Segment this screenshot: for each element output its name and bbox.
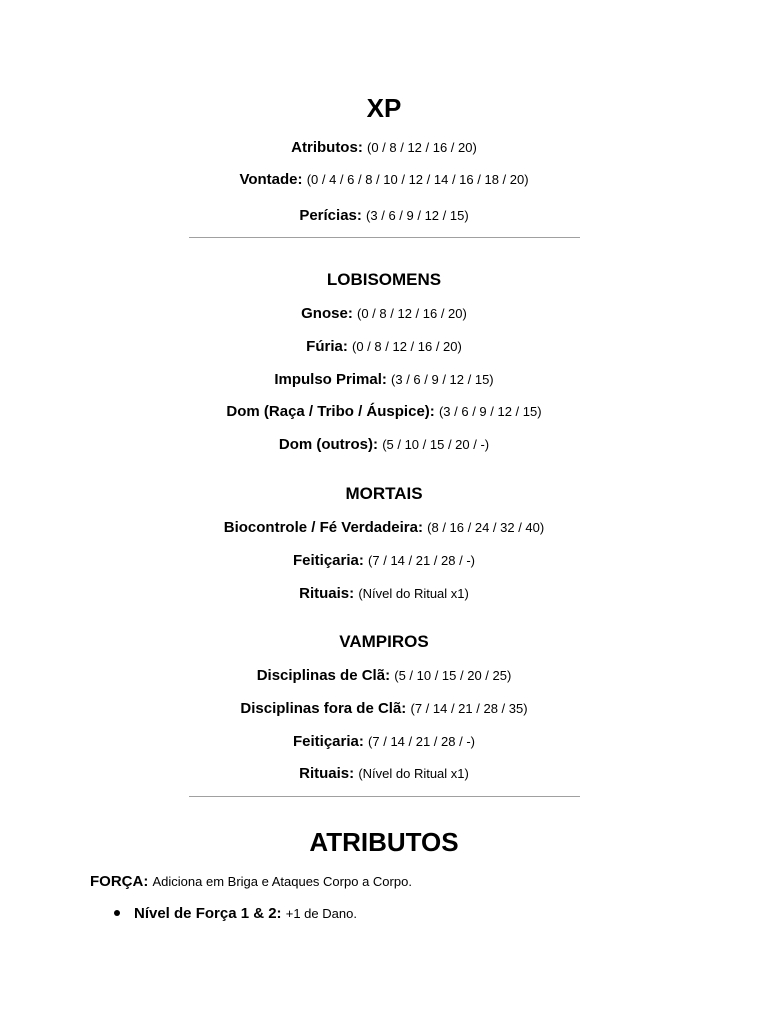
mortais-row-biocontrole — [0, 519, 768, 536]
row-label: Disciplinas de Clã: — [256, 667, 391, 684]
forca-label: FORÇA: — [90, 873, 149, 890]
row-label: Gnose: — [301, 305, 353, 322]
divider — [189, 237, 580, 238]
row-label: Rituais: — [299, 765, 355, 782]
row-value: (7 / 14 / 21 / 28 / -) — [368, 553, 475, 568]
row-value: (8 / 16 / 24 / 32 / 40) — [427, 520, 545, 535]
row-label: Vontade: — [239, 171, 303, 188]
vampiros-row-feiticaria — [0, 733, 768, 750]
row-label: Feitiçaria: — [293, 552, 364, 569]
mortais-row-rituais — [0, 585, 768, 602]
xp-row-atributos — [0, 139, 768, 156]
row-value: (7 / 14 / 21 / 28 / -) — [368, 734, 475, 749]
xp-row-vontade — [0, 171, 768, 188]
row-value: (Nível do Ritual x1) — [358, 766, 469, 781]
xp-row-pericias — [0, 207, 768, 224]
row-value: (5 / 10 / 15 / 20 / 25) — [394, 668, 512, 683]
lobisomens-row-impulso-primal — [0, 371, 768, 388]
row-value: (5 / 10 / 15 / 20 / -) — [382, 437, 490, 452]
row-value: (3 / 6 / 9 / 12 / 15) — [391, 372, 494, 387]
row-label: Biocontrole / Fé Verdadeira: — [223, 519, 423, 536]
row-label: Rituais: — [299, 585, 355, 602]
lobisomens-row-dom-outros — [0, 436, 768, 453]
lobisomens-heading: LOBISOMENS — [326, 270, 442, 289]
forca-paragraph — [90, 873, 412, 890]
row-value: (7 / 14 / 21 / 28 / 35) — [410, 701, 528, 716]
row-label: Fúria: — [306, 338, 348, 355]
row-value: (3 / 6 / 9 / 12 / 15) — [366, 208, 469, 223]
list-item-value: +1 de Dano. — [285, 906, 357, 921]
row-label: Dom (Raça / Tribo / Áuspice): — [226, 403, 435, 420]
row-value: (0 / 8 / 12 / 16 / 20) — [352, 339, 462, 354]
lobisomens-row-gnose — [0, 305, 768, 322]
atributos-heading: ATRIBUTOS — [309, 827, 459, 857]
row-label: Impulso Primal: — [274, 371, 387, 388]
xp-heading: XP — [366, 93, 402, 123]
vampiros-row-rituais — [0, 765, 768, 782]
list-item — [114, 905, 357, 922]
lobisomens-row-dom-raca — [0, 403, 768, 420]
row-label: Feitiçaria: — [293, 733, 364, 750]
row-value: (0 / 8 / 12 / 16 / 20) — [366, 140, 477, 155]
mortais-row-feiticaria — [0, 552, 768, 569]
mortais-heading: MORTAIS — [345, 484, 423, 503]
row-label: Dom (outros): — [278, 436, 379, 453]
vampiros-row-disciplinas-fora — [0, 700, 768, 717]
bullet-icon — [114, 910, 120, 916]
row-value: (Nível do Ritual x1) — [358, 586, 469, 601]
forca-text: Adiciona em Briga e Ataques Corpo a Corpo. — [152, 874, 412, 889]
row-label: Atributos: — [291, 139, 363, 156]
row-value: (3 / 6 / 9 / 12 / 15) — [438, 404, 542, 419]
lobisomens-row-furia — [0, 338, 768, 355]
list-item-label: Nível de Força 1 & 2: — [134, 905, 282, 922]
row-value: (0 / 4 / 6 / 8 / 10 / 12 / 14 / 16 / 18 / 20) — [306, 172, 529, 187]
row-label: Perícias: — [299, 207, 362, 224]
row-value: (0 / 8 / 12 / 16 / 20) — [357, 306, 467, 321]
divider — [189, 796, 580, 797]
row-label: Disciplinas fora de Clã: — [240, 700, 407, 717]
vampiros-heading: VAMPIROS — [339, 632, 429, 651]
vampiros-row-disciplinas-cla — [0, 667, 768, 684]
